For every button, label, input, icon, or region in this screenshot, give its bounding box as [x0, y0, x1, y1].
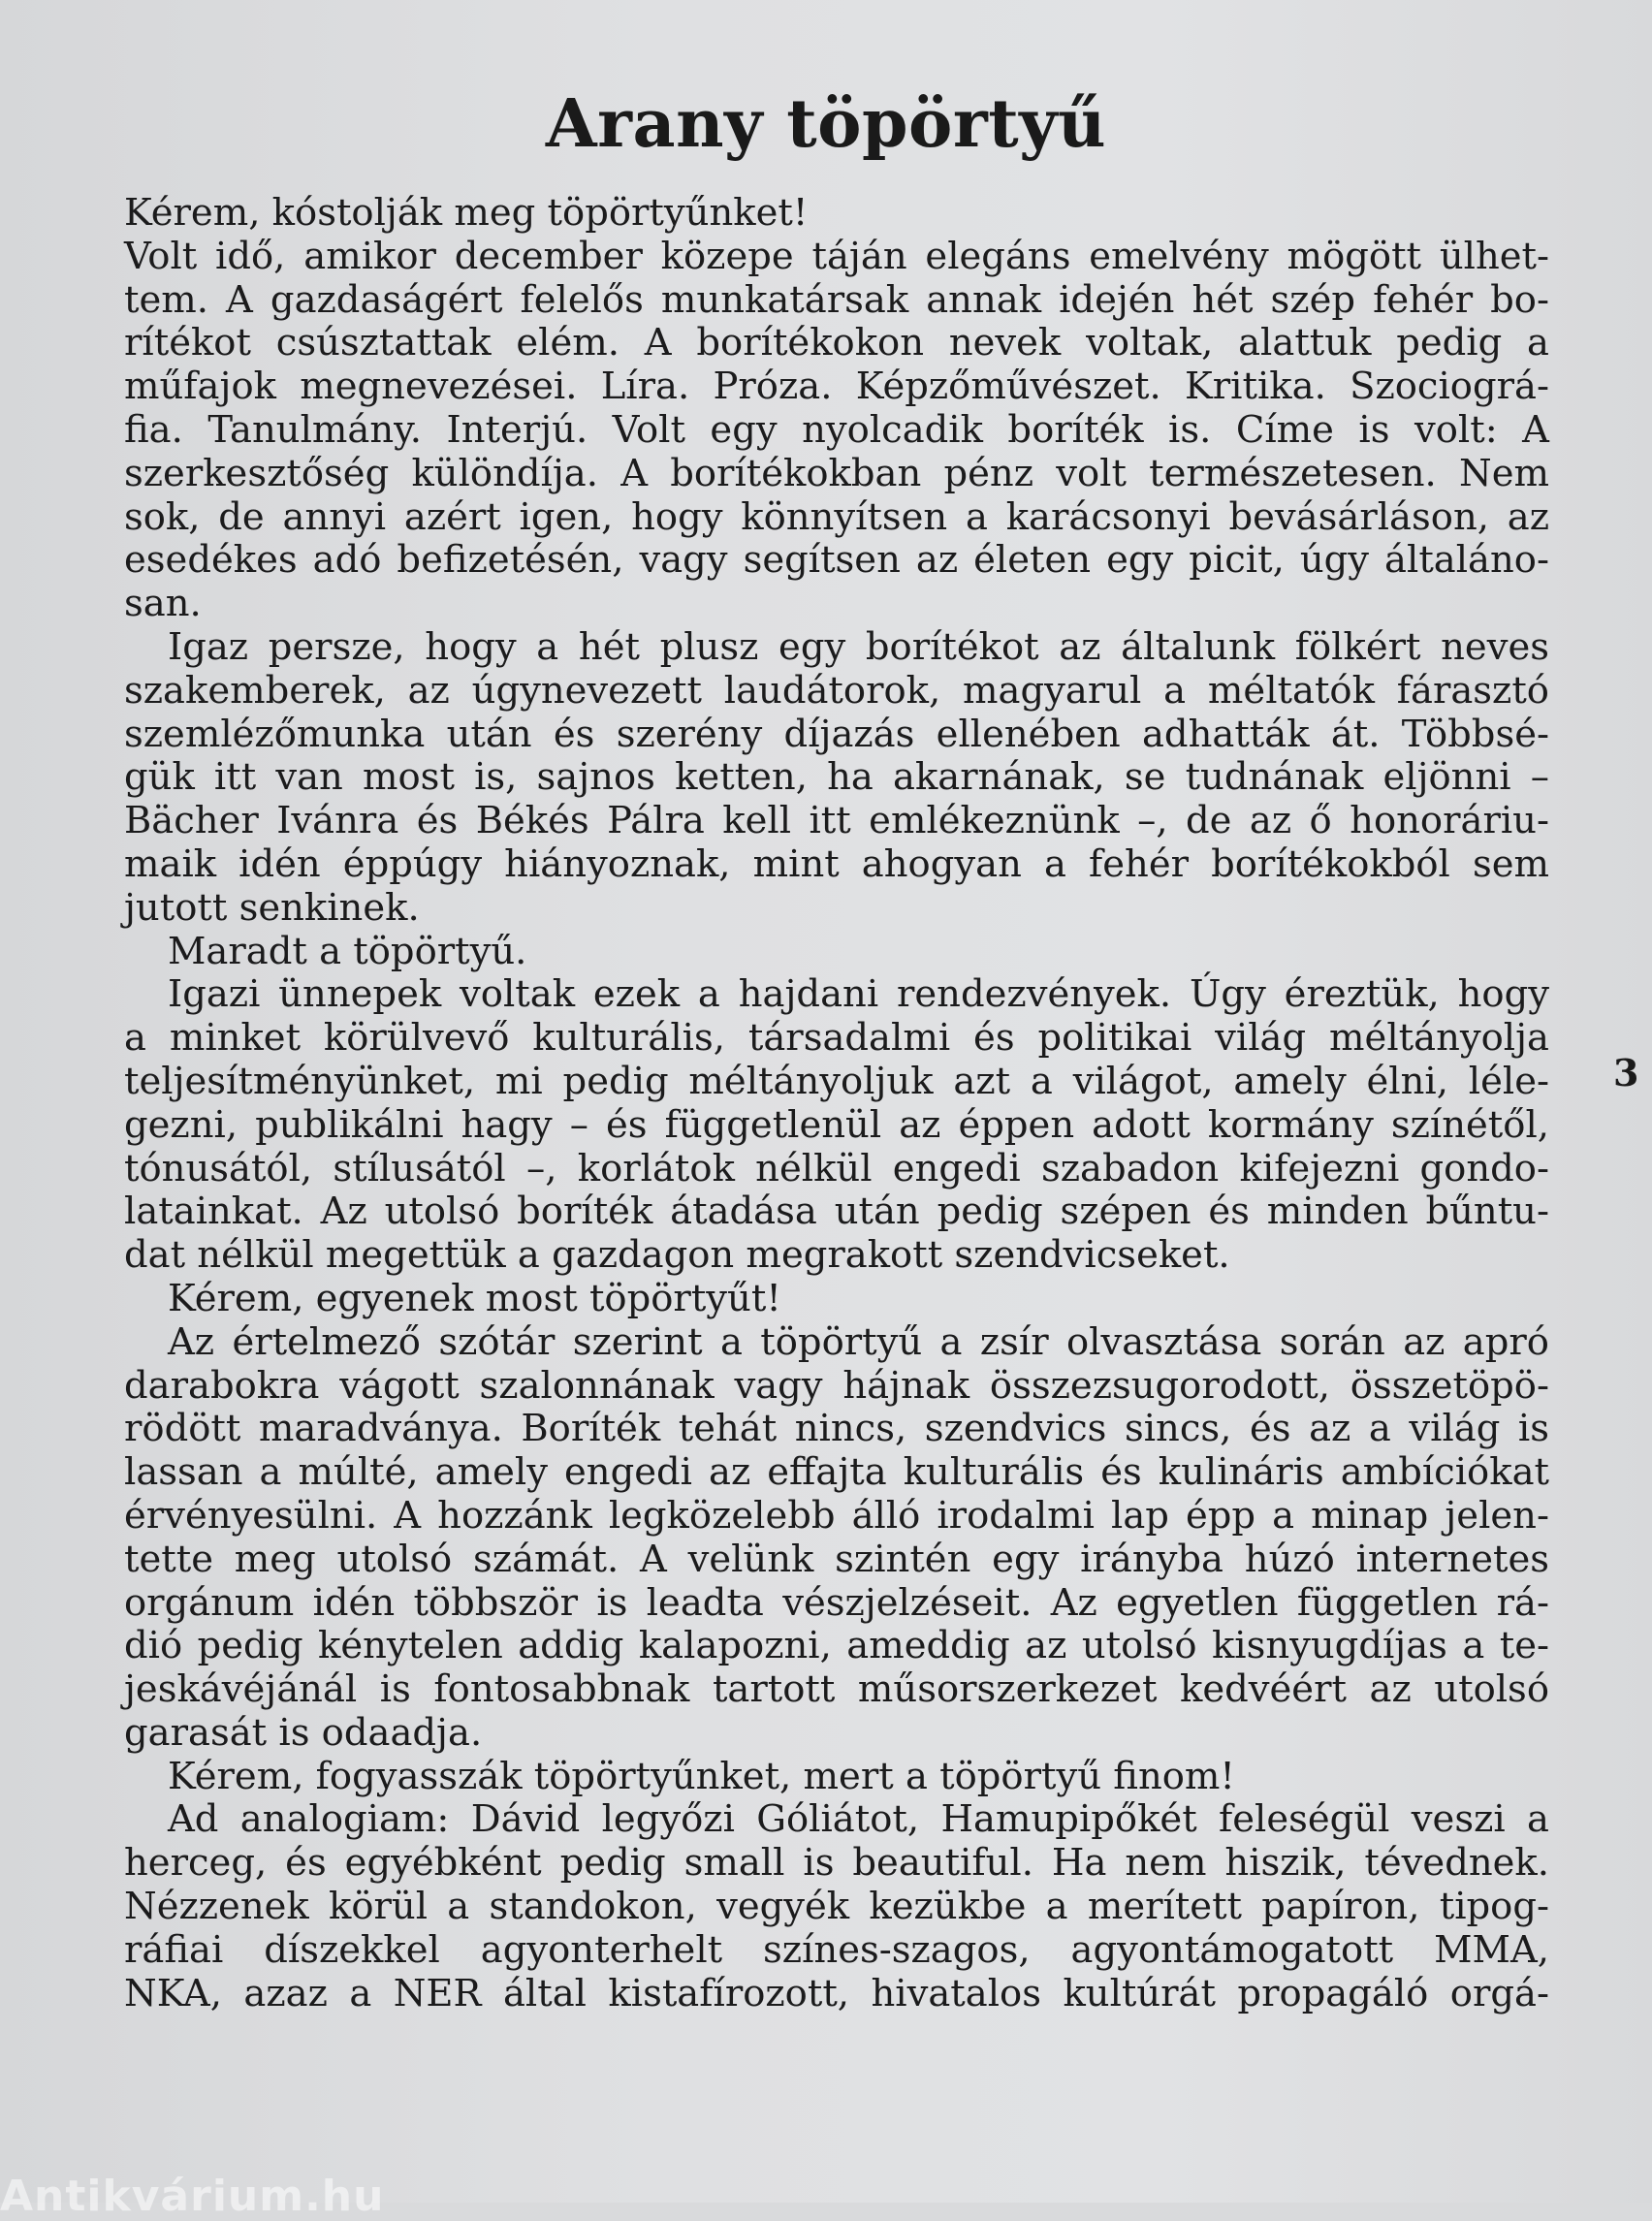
text-line: herceg, és egyébként pedig small is beautiful. Ha nem hiszik, tévednek.	[124, 1841, 1549, 1886]
text-line: garasát is odaadja.	[124, 1710, 483, 1755]
watermark: Antikvárium.hu	[0, 2172, 385, 2221]
text-line: Az értelmező szótár szerint a töpörtyű a zsír olvasztása során az apró	[168, 1319, 1549, 1364]
text-line: Igaz persze, hogy a hét plusz egy borítékot az általunk fölkért neves	[168, 624, 1549, 669]
text-line: fia. Tanulmány. Interjú. Volt egy nyolcadik boríték is. Címe is volt: A	[124, 407, 1549, 452]
text-line: Nézzenek körül a standokon, vegyék kezükbe a merített papíron, tipog-	[124, 1885, 1549, 1929]
text-line: orgánum idén többször is leadta vészjelzéseit. Az egyetlen független rá-	[124, 1580, 1549, 1625]
text-line: rítékot csúsztattak elém. A borítékokon nevek voltak, alattuk pedig a	[124, 321, 1549, 365]
text-line: műfajok megnevezései. Líra. Próza. Képzőművészet. Kritika. Szociográ-	[124, 365, 1549, 409]
text-line: tem. A gazdaságért felelős munkatársak annak idején hét szép fehér bo-	[124, 277, 1549, 322]
text-line: sok, de annyi azért igen, hogy könnyítsen a karácsonyi bevásárláson, az	[124, 494, 1549, 539]
text-line: ráfiai díszekkel agyonterhelt színes-szagos, agyontámogatott MMA,	[124, 1927, 1549, 1972]
article-body	[124, 192, 1549, 2015]
text-line: Bächer Ivánra és Békés Pálra kell itt emlékeznünk –, de az ő honoráriu-	[124, 799, 1549, 843]
text-line: gezni, publikálni hagy – és függetlenül az éppen adott kormány színétől,	[124, 1102, 1549, 1147]
text-line: dió pedig kénytelen addig kalapozni, ameddig az utolsó kisnyugdíjas a te-	[124, 1624, 1549, 1668]
page-title: Arany töpörtyű	[545, 84, 1107, 163]
text-line: tónusától, stílusától –, korlátok nélkül engedi szabadon kifejezni gondo-	[124, 1146, 1549, 1190]
text-line: Volt idő, amikor december közepe táján elegáns emelvény mögött ülhet-	[124, 234, 1549, 278]
text-line: latainkat. Az utolsó boríték átadása után pedig szépen és minden bűntu-	[124, 1190, 1549, 1234]
text-line: maik idén éppúgy hiányoznak, mint ahogyan a fehér borítékokból sem	[124, 841, 1549, 886]
text-line: rödött maradványa. Boríték tehát nincs, szendvics sincs, és az a világ is	[124, 1407, 1549, 1451]
page-number: 3	[1613, 1051, 1639, 1095]
text-line: szemlézőmunka után és szerény díjazás ellenében adhatták át. Többsé-	[124, 712, 1549, 756]
text-line: tette meg utolsó számát. A velünk szintén egy irányba húzó internetes	[124, 1537, 1549, 1581]
text-line: darabokra vágott szalonnának vagy hájnak összezsugorodott, összetöpö-	[124, 1363, 1549, 1408]
text-line: Igazi ünnepek voltak ezek a hajdani rendezvények. Úgy éreztük, hogy	[168, 972, 1549, 1017]
text-line: jutott senkinek.	[124, 885, 420, 930]
text-line: Kérem, fogyasszák töpörtyűnket, mert a töpörtyű finom!	[168, 1754, 1235, 1798]
text-line: Kérem, egyenek most töpörtyűt!	[168, 1276, 781, 1320]
text-line: érvényesülni. A hozzánk legközelebb álló irodalmi lap épp a minap jelen-	[124, 1493, 1549, 1538]
text-line: dat nélkül megettük a gazdagon megrakott szendvicseket.	[124, 1233, 1230, 1278]
text-line: lassan a múlté, amely engedi az effajta kulturális és kulináris ambíciókat	[124, 1450, 1549, 1495]
text-line: san.	[124, 582, 202, 626]
text-line: Maradt a töpörtyű.	[168, 929, 527, 973]
text-line: jeskávéjánál is fontosabbnak tartott műsorszerkezet kedvéért az utolsó	[124, 1667, 1549, 1712]
text-line: teljesítményünket, mi pedig méltányoljuk azt a világot, amely élni, léle-	[124, 1059, 1549, 1103]
text-line: Kérem, kóstolják meg töpörtyűnket!	[124, 191, 809, 235]
text-line: Ad analogiam: Dávid legyőzi Góliátot, Hamupipőkét feleségül veszi a	[168, 1797, 1549, 1842]
text-line: szakemberek, az úgynevezett laudátorok, magyarul a méltatók fárasztó	[124, 668, 1549, 713]
text-line: esedékes adó befizetésén, vagy segítsen az életen egy picit, úgy általáno-	[124, 538, 1549, 583]
text-line: NKA, azaz a NER által kistafírozott, hivatalos kultúrát propagáló orgá-	[124, 1971, 1549, 2015]
text-line: gük itt van most is, sajnos ketten, ha akarnának, se tudnának eljönni –	[124, 755, 1549, 800]
text-line: a minket körülvevő kulturális, társadalmi és politikai világ méltányolja	[124, 1016, 1549, 1061]
text-line: szerkesztőség különdíja. A borítékokban pénz volt természetesen. Nem	[124, 451, 1549, 495]
